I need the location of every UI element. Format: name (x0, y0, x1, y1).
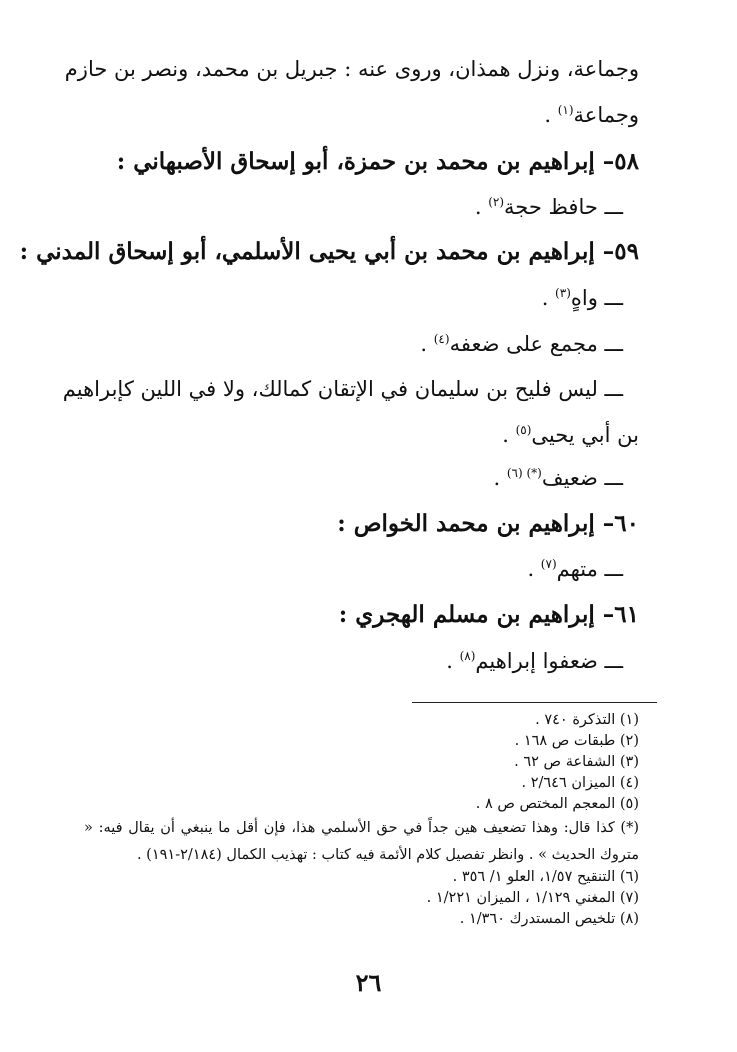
entry-number: ٥٩ (614, 238, 639, 265)
entry-line: ـــ متهم$^{(٧)}$ . (527, 557, 623, 581)
footnote: (٥) المعجم المختص ص ٨ . (475, 796, 639, 812)
entry-title: إبراهيم بن محمد الخواص : (337, 510, 595, 537)
entry-heading: ٦١– إبراهيم بن مسلم الهجري : (338, 601, 639, 628)
footnote-ref: (*) (٦) (506, 466, 542, 480)
footnote: (٧) المغني ١/١٢٩ ، الميزان ١/٢٢١ . (426, 890, 639, 906)
footnote: (٦) التنقيح ١/٥٧، العلو ١/ ٣٥٦ . (452, 869, 639, 885)
entry-number: ٦١ (614, 601, 639, 628)
entry-title: إبراهيم بن محمد بن أبي يحيى الأسلمي، أبو إسحاق المدني : (19, 238, 595, 265)
entry-line: بن أبي يحيى$^{(٥)}$ . (502, 423, 639, 447)
footnote-separator (412, 702, 657, 703)
footnote: (*) كذا قال: وهذا تضعيف هين جداً في حق الأسلمي هذا، فإن أقل ما ينبغي أن يقال فيه: « (84, 820, 639, 836)
footnote: (٤) الميزان ٢/٦٤٦ . (521, 775, 639, 791)
footnote: متروك الحديث » . وانظر تفصيل كلام الأئمة فيه كتاب : تهذيب الكمال (٢/١٨٤-١٩١) . (136, 847, 639, 863)
entry-line: ـــ ليس فليح بن سليمان في الإتقان كمالك، ولا في اللين كإبراهيم (62, 377, 623, 401)
intro-line-1: وجماعة، ونزل همذان، وروى عنه : جبريل بن محمد، ونصر بن حازم (64, 57, 639, 81)
entry-line: ـــ ضعفوا إبراهيم$^{(٨)}$ . (446, 649, 623, 673)
entry-number: ٦٠ (614, 510, 639, 537)
page-number: ٢٦ (355, 968, 382, 997)
footnote-ref: (١) (557, 103, 574, 117)
footnote-ref: (٨) (459, 649, 476, 663)
intro-line-2: وجماعة$^{(١)}$ . (544, 103, 639, 127)
footnote-ref: (٢) (488, 195, 505, 209)
footnote-ref: (٤) (433, 332, 450, 346)
entry-title: إبراهيم بن مسلم الهجري : (338, 601, 595, 628)
entry-heading: ٦٠– إبراهيم بن محمد الخواص : (337, 510, 639, 537)
footnote-ref: (٣) (555, 286, 571, 300)
footnote: (٣) الشفاعة ص ٦٢ . (514, 754, 639, 770)
entry-line: ـــ حافظ حجة$^{(٢)}$ . (474, 195, 623, 219)
entry-line: ـــ واهٍ$^{(٣)}$ . (541, 286, 623, 310)
footnote-ref: (٧) (540, 557, 557, 571)
footnote: (١) التذكرة ٧٤٠ . (535, 712, 639, 728)
entry-line: ـــ ضعيف$^{(*) (٦)}$ . (493, 466, 623, 490)
footnote: (٨) تلخيص المستدرك ١/٣٦٠ . (459, 911, 639, 927)
entry-line: ـــ مجمع على ضعفه$^{(٤)}$ . (420, 332, 623, 356)
entry-title: إبراهيم بن محمد بن حمزة، أبو إسحاق الأصبهاني : (116, 148, 595, 175)
entry-number: ٥٨ (614, 148, 639, 175)
entry-heading: ٥٩– إبراهيم بن محمد بن أبي يحيى الأسلمي، أبو إسحاق المدني : (19, 238, 639, 265)
footnote: (٢) طبقات ص ١٦٨ . (514, 733, 639, 749)
entry-heading: ٥٨– إبراهيم بن محمد بن حمزة، أبو إسحاق الأصبهاني : (116, 148, 639, 175)
footnote-ref: (٥) (515, 423, 532, 437)
